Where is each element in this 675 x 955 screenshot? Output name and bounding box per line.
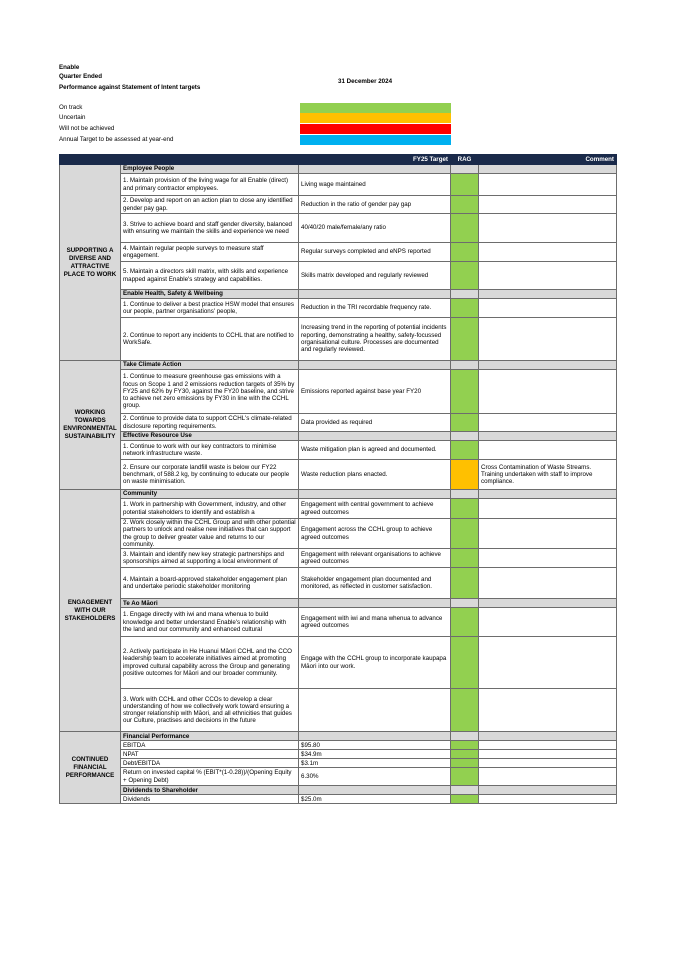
performance-table <box>59 154 617 804</box>
objective-cell: 3. Work with CCHL and other CCOs to develop a clear understanding of how we collectively work toward ensuring a stronger relationship with Māori, and all ethnicities that guides our Culture, practises and decisions in the future <box>121 689 299 732</box>
comment-cell <box>479 795 617 804</box>
table-header-row <box>60 155 617 165</box>
section-title: Community <box>121 490 299 499</box>
table-row <box>60 759 617 768</box>
section-title: Enable Health, Safety & Wellbeing <box>121 290 299 299</box>
comment-cell <box>479 689 617 732</box>
section-rag-blank <box>451 361 479 370</box>
comment-cell <box>479 299 617 318</box>
header-rag: RAG <box>451 155 479 165</box>
group-label: CONTINUED FINANCIAL PERFORMANCE <box>60 732 121 804</box>
comment-cell <box>479 441 617 460</box>
comment-cell <box>479 759 617 768</box>
legend-swatch-amber <box>300 113 451 123</box>
objective-cell: NPAT <box>121 750 299 759</box>
rag-status-cell <box>451 549 479 568</box>
target-cell <box>299 689 451 732</box>
rag-status-cell <box>451 370 479 414</box>
target-cell: Living wage maintained <box>299 174 451 196</box>
objective-cell: 1. Continue to work with our key contractors to minimise network infrastructure waste. <box>121 441 299 460</box>
objective-cell: 2. Work closely within the CCHL Group and with other potential partners to unlock and realise new initiatives that can support the group to deliver greater value and returns to our community. <box>121 519 299 549</box>
comment-cell <box>479 519 617 549</box>
objective-cell: Dividends <box>121 795 299 804</box>
objective-cell: EBITDA <box>121 741 299 750</box>
section-target-blank <box>299 786 451 795</box>
target-cell: $3.1m <box>299 759 451 768</box>
table-row <box>60 174 617 196</box>
rag-status-cell <box>451 441 479 460</box>
comment-cell <box>479 768 617 786</box>
table-row <box>60 568 617 599</box>
objective-cell: Return on invested capital % (EBIT*(1-0.28))/(Opening Equity + Opening Debt) <box>121 768 299 786</box>
section-row <box>60 599 617 608</box>
section-rag-blank <box>451 290 479 299</box>
table-row <box>60 741 617 750</box>
objective-cell: 2. Develop and report on an action plan to close any identified gender pay gap. <box>121 196 299 214</box>
table-row <box>60 519 617 549</box>
table-row <box>60 414 617 432</box>
comment-cell <box>479 637 617 689</box>
comment-cell <box>479 608 617 637</box>
comment-cell <box>479 750 617 759</box>
table-row <box>60 196 617 214</box>
group-label: WORKING TOWARDS ENVIRONMENTAL SUSTAINABILITY <box>60 361 121 490</box>
target-cell: Stakeholder engagement plan documented and monitored, as reflected in customer satisfaction. <box>299 568 451 599</box>
header-comment: Comment <box>479 155 617 165</box>
section-target-blank <box>299 361 451 370</box>
section-row <box>60 490 617 499</box>
section-rag-blank <box>451 786 479 795</box>
objective-cell: 2. Actively participate in He Huanui Māori CCHL and the CCO leadership team to accelerate initiatives aimed at promoting improved cultural capability across the Group and generating positive outcomes for Māori and our broader community. <box>121 637 299 689</box>
legend-label-not-achieved: Will not be achieved <box>59 125 115 132</box>
rag-status-cell <box>451 689 479 732</box>
section-row <box>60 432 617 441</box>
target-cell: Reduction in the TRI recordable frequency rate. <box>299 299 451 318</box>
comment-cell <box>479 414 617 432</box>
rag-status-cell <box>451 759 479 768</box>
rag-status-cell <box>451 795 479 804</box>
section-row <box>60 732 617 741</box>
header-target: FY25 Target <box>299 155 451 165</box>
group-label: SUPPORTING A DIVERSE AND ATTRACTIVE PLACE TO WORK <box>60 165 121 361</box>
target-cell: Waste mitigation plan is agreed and documented. <box>299 441 451 460</box>
target-cell: $25.0m <box>299 795 451 804</box>
table-row <box>60 460 617 490</box>
section-comment-blank <box>479 165 617 174</box>
section-comment-blank <box>479 361 617 370</box>
table-row <box>60 214 617 243</box>
objective-cell: 1. Continue to deliver a best practice HSW model that ensures our people, partner organisations' people, <box>121 299 299 318</box>
comment-cell <box>479 262 617 290</box>
rag-status-cell <box>451 214 479 243</box>
section-title: Financial Performance <box>121 732 299 741</box>
target-cell: Increasing trend in the reporting of potential incidents reporting, demonstrating a healthy, safety-focussed organisational culture. Processes are documented and regularly reviewed. <box>299 318 451 361</box>
objective-cell: 4. Maintain regular people surveys to measure staff engagement. <box>121 243 299 262</box>
section-target-blank <box>299 490 451 499</box>
section-comment-blank <box>479 599 617 608</box>
target-cell: 40/40/20 male/female/any ratio <box>299 214 451 243</box>
objective-cell: 1. Work in partnership with Government, industry, and other potential stakeholders to identify and establish a <box>121 499 299 519</box>
objective-cell: 1. Engage directly with iwi and mana whenua to build knowledge and better understand Enable's relationship with the land and our community and enhanced cultural <box>121 608 299 637</box>
comment-cell <box>479 370 617 414</box>
target-cell: Data provided as required <box>299 414 451 432</box>
legend-label-uncertain: Uncertain <box>59 114 86 121</box>
table-row <box>60 795 617 804</box>
target-cell: Emissions reported against base year FY20 <box>299 370 451 414</box>
section-title: Te Ao Māori <box>121 599 299 608</box>
table-row <box>60 689 617 732</box>
comment-cell <box>479 196 617 214</box>
rag-status-cell <box>451 637 479 689</box>
rag-status-cell <box>451 568 479 599</box>
rag-status-cell <box>451 741 479 750</box>
legend-swatch-green <box>300 103 451 113</box>
rag-status-cell <box>451 499 479 519</box>
section-comment-blank <box>479 490 617 499</box>
section-target-blank <box>299 732 451 741</box>
target-cell: $34.9m <box>299 750 451 759</box>
section-rag-blank <box>451 432 479 441</box>
target-cell: Regular surveys completed and eNPS reported <box>299 243 451 262</box>
legend-label-on-track: On track <box>59 104 83 111</box>
objective-cell: 3. Strive to achieve board and staff gender diversity, balanced with ensuring we maintain the skills and experience we need <box>121 214 299 243</box>
report-title: Performance against Statement of Intent targets <box>59 84 201 91</box>
section-comment-blank <box>479 290 617 299</box>
rag-status-cell <box>451 243 479 262</box>
table-row <box>60 299 617 318</box>
table-row <box>60 262 617 290</box>
section-rag-blank <box>451 732 479 741</box>
table-row <box>60 499 617 519</box>
comment-cell <box>479 174 617 196</box>
table-row <box>60 637 617 689</box>
section-rag-blank <box>451 490 479 499</box>
section-rag-blank <box>451 599 479 608</box>
rag-status-cell <box>451 519 479 549</box>
section-row <box>60 361 617 370</box>
comment-cell <box>479 549 617 568</box>
table-row <box>60 608 617 637</box>
objective-cell: Debt/EBITDA <box>121 759 299 768</box>
rag-status-cell <box>451 174 479 196</box>
report-period-label: Quarter Ended <box>59 73 102 80</box>
section-target-blank <box>299 165 451 174</box>
legend-swatch-red <box>300 124 451 134</box>
objective-cell: 5. Maintain a directors skill matrix, with skills and experience mapped against Enable's strategy and capabilities. <box>121 262 299 290</box>
table-row <box>60 243 617 262</box>
rag-status-cell <box>451 750 479 759</box>
rag-status-cell <box>451 460 479 490</box>
legend-swatch-blue <box>300 135 451 145</box>
objective-cell: 2. Ensure our corporate landfill waste is below our FY22 benchmark, of 588.2 kg, by continuing to educate our people on waste minimisation. <box>121 460 299 490</box>
objective-cell: 4. Maintain a board-approved stakeholder engagement plan and undertake periodic stakeholder monitoring <box>121 568 299 599</box>
table-row <box>60 441 617 460</box>
target-cell: Engage with the CCHL group to incorporate kaupapa Māori into our work. <box>299 637 451 689</box>
rag-status-cell <box>451 318 479 361</box>
table-row <box>60 549 617 568</box>
rag-status-cell <box>451 768 479 786</box>
section-title: Take Climate Action <box>121 361 299 370</box>
table-row <box>60 318 617 361</box>
objective-cell: 1. Maintain provision of the living wage for all Enable (direct) and primary contractor employees. <box>121 174 299 196</box>
section-target-blank <box>299 290 451 299</box>
target-cell: Engagement across the CCHL group to achieve agreed outcomes <box>299 519 451 549</box>
objective-cell: 2. Continue to provide data to support CCHL's climate-related disclosure reporting requirements. <box>121 414 299 432</box>
rag-status-cell <box>451 262 479 290</box>
rag-status-cell <box>451 608 479 637</box>
comment-cell <box>479 214 617 243</box>
header-group-cell <box>60 155 121 165</box>
table-row <box>60 768 617 786</box>
section-title: Effective Resource Use <box>121 432 299 441</box>
objective-cell: 2. Continue to report any incidents to CCHL that are notified to WorkSafe. <box>121 318 299 361</box>
section-row <box>60 786 617 795</box>
target-cell: Engagement with iwi and mana whenua to advance agreed outcomes <box>299 608 451 637</box>
section-comment-blank <box>479 786 617 795</box>
section-title: Dividends to Shareholder <box>121 786 299 795</box>
objective-cell: 1. Continue to measure greenhouse gas emissions with a focus on Scope 1 and 2 emissions reduction targets of 35% by FY25 and 62% by FY30, against the FY20 baseline, and strive to achieve net zero emissions by FY30 in line with the CCHL group. <box>121 370 299 414</box>
comment-cell <box>479 243 617 262</box>
report-date: 31 December 2024 <box>338 78 393 85</box>
target-cell: 6.30% <box>299 768 451 786</box>
rag-status-cell <box>451 414 479 432</box>
target-cell: $95.80 <box>299 741 451 750</box>
rag-status-cell <box>451 196 479 214</box>
table-row <box>60 750 617 759</box>
comment-cell <box>479 741 617 750</box>
group-label: ENGAGEMENT WITH OUR STAKEHOLDERS <box>60 490 121 732</box>
target-cell: Reduction in the ratio of gender pay gap <box>299 196 451 214</box>
objective-cell: 3. Maintain and identify new key strategic partnerships and sponsorships aimed at supporting a local environment of <box>121 549 299 568</box>
section-row <box>60 165 617 174</box>
target-cell: Engagement with central government to achieve agreed outcomes <box>299 499 451 519</box>
target-cell: Engagement with relevant organisations to achieve agreed outcomes <box>299 549 451 568</box>
legend-label-year-end: Annual Target to be assessed at year-end <box>59 136 174 143</box>
header-objective-cell <box>121 155 299 165</box>
section-title: Employee People <box>121 165 299 174</box>
section-target-blank <box>299 432 451 441</box>
target-cell: Skills matrix developed and regularly reviewed <box>299 262 451 290</box>
table-row <box>60 370 617 414</box>
section-comment-blank <box>479 732 617 741</box>
rag-status-cell <box>451 299 479 318</box>
target-cell: Waste reduction plans enacted. <box>299 460 451 490</box>
comment-cell <box>479 499 617 519</box>
section-row <box>60 290 617 299</box>
comment-cell <box>479 568 617 599</box>
section-rag-blank <box>451 165 479 174</box>
section-comment-blank <box>479 432 617 441</box>
comment-cell: Cross Contamination of Waste Streams. Training undertaken with staff to improve compliance. <box>479 460 617 490</box>
section-target-blank <box>299 599 451 608</box>
comment-cell <box>479 318 617 361</box>
entity-name: Enable <box>59 64 80 71</box>
